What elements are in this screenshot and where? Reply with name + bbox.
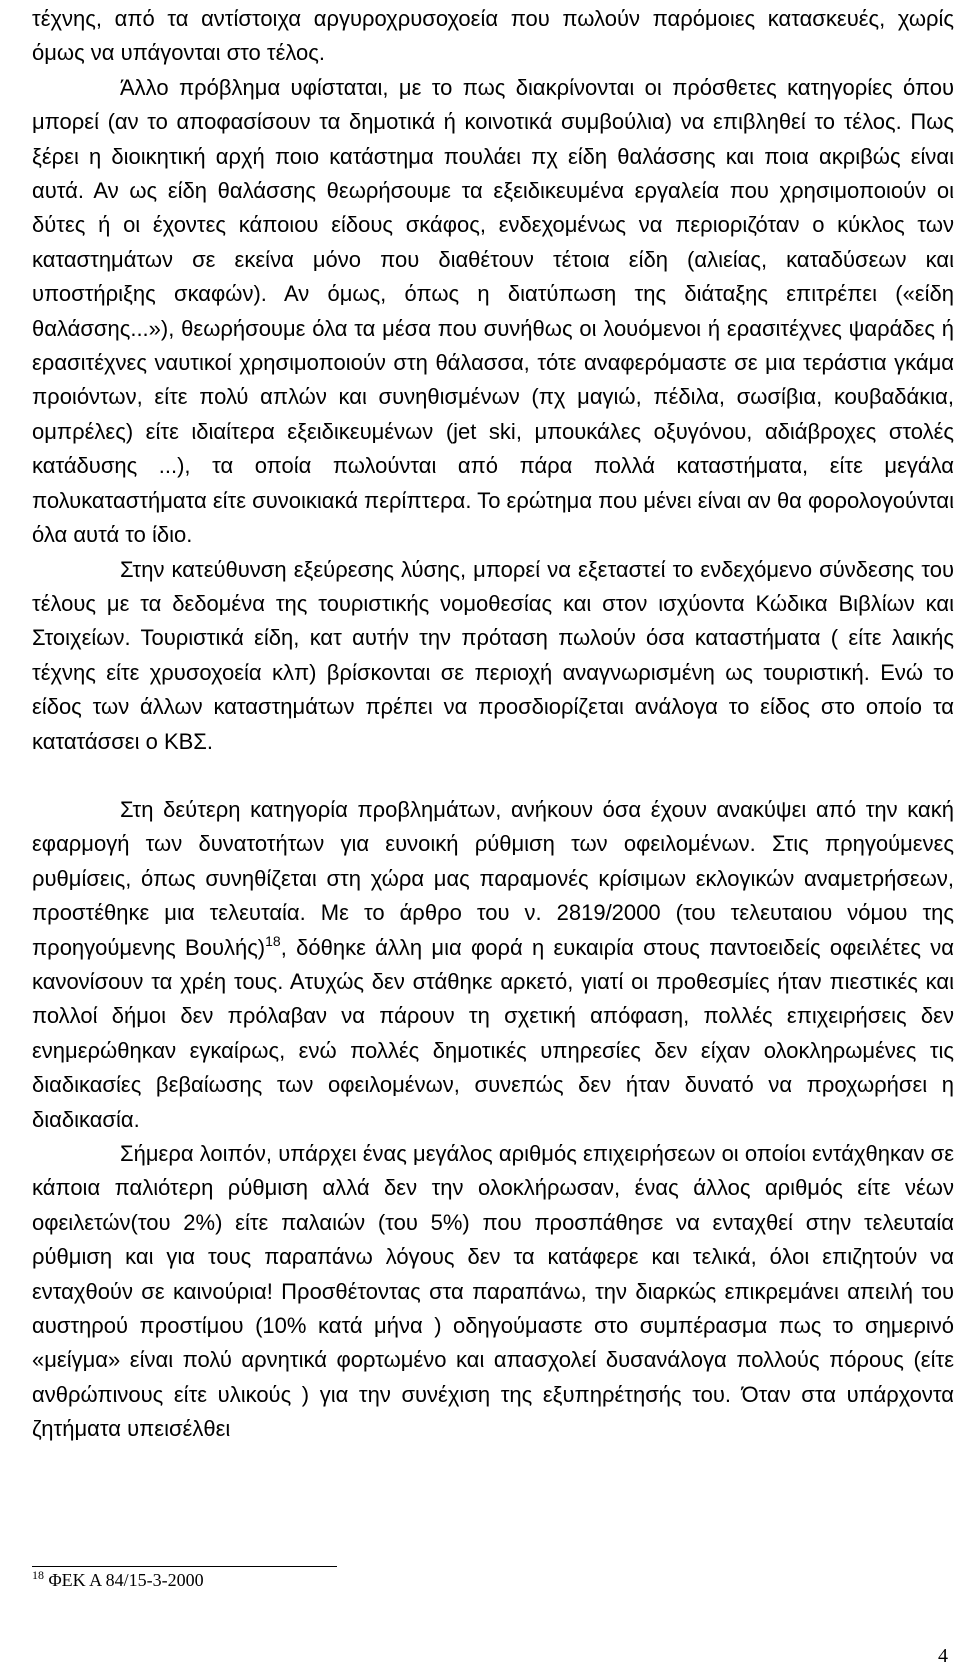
footnote-separator — [32, 1566, 337, 1567]
paragraph-4-text-a: Στη δεύτερη κατηγορία προβλημάτων, ανήκουν όσα έχουν ανακύψει από την κακή εφαρμογή των δυνατοτήτων για ευνοική ρύθμιση των οφειλομένων. Στις πρηγούμενες ρυθμίσεις, όπως συνηθίζεται στη χώρα μας παραμονές κρίσιμων εκλογικών αναμετρήσεων, προστέθηκε μια τελευταία. Με το άρθρο του ν. 2819/2000 (του τελευταιου νόμου της προηγούμενης Βουλής) — [32, 796, 954, 960]
paragraph-4-text-b: , δόθηκε άλλη μια φορά η ευκαιρία στους παντοειδείς οφειλέτες να κανονίσουν τα χρέη τους. Ατυχώς δεν στάθηκε αρκετό, γιατί οι προθεσμίες ήταν πιεστικές και πολλοί δήμοι δεν πρόλαβαν να πάρουν τη σχετική απόφαση, πολλές επιχειρήσεις δεν ενημερώθηκαν εγκαίρως, ενώ πολλές δημοτικές υπηρεσίες δεν είχαν ολοκληρωμένες τις διαδικασίες βεβαίωσης των οφειλομένων, συνεπώς δεν ήταν δυνατό να προχωρήσει η διαδικασία. — [32, 934, 954, 1132]
footnote-text: ΦΕΚ Α 84/15-3-2000 — [48, 1570, 204, 1590]
body-text — [32, 2, 954, 1447]
paragraph-4 — [32, 793, 954, 1137]
paragraph-5: Σήμερα λοιπόν, υπάρχει ένας μεγάλος αριθμός επιχειρήσεων οι οποίοι εντάχθηκαν σε κάποια παλιότερη ρύθμιση αλλά δεν την ολοκλήρωσαν, ένας άλλος αριθμός είτε νέων οφειλετών(του 2%) είτε παλαιών (του 5%) που προσπάθησε να ενταχθεί στην τελευταία ρύθμιση και για τους παραπάνω λόγους δεν τα κατάφερε και τελικά, όλοι επιζητούν να ενταχθούν σε καινούρια! Προσθέτοντας στα παραπάνω, την διαρκώς επικρεμάνει απειλή του αυστηρού προστίμου (10% κατά μήνα ) οδηγούμαστε στο συμπέρασμα πως το σημερινό «μείγμα» είναι πολύ αρνητικά φορτωμένο και απασχολεί δυσανάλογα πολλούς πόρους (είτε ανθρώπινους είτε υλικούς ) για την συνέχιση της εξυπηρέτησής του. Όταν στα υπάρχοντα ζητήματα υπεισέλθει — [32, 1141, 954, 1442]
paragraph-1: τέχνης, από τα αντίστοιχα αργυροχρυσοχοεία που πωλούν παρόμοιες κατασκευές, χωρίς όμως να υπάγονται στο τέλος. — [32, 6, 954, 66]
footnote-reference: 18 — [265, 932, 281, 949]
paragraph-2: Άλλο πρόβλημα υφίσταται, με το πως διακρίνονται οι πρόσθετες κατηγορίες όπου μπορεί (αν το αποφασίσουν τα δημοτικά ή κοινοτικά συμβούλια) να επιβληθεί το τέλος. Πως ξέρει η διοικητική αρχή ποιο κατάστημα πουλάει πχ είδη θαλάσσης και ποια ακριβώς είναι αυτά. Αν ως είδη θαλάσσης θεωρήσουμε τα εξειδικευμένα εργαλεία που χρησιμοποιούν οι δύτες ή οι έχοντες κάποιου είδους σκάφος, ενδεχομένως να περιοριζόταν ο κύκλος των καταστημάτων σε εκείνα μόνο που διαθέτουν τέτοια είδη (αλιείας, καταδύσεων και υποστήριξης σκαφών). Αν όμως, όπως η διατύπωση της διάταξης επιτρέπει («είδη θαλάσσης...»), θεωρήσουμε όλα τα μέσα που συνήθως οι λουόμενοι ή ερασιτέχνες ψαράδες ή ερασιτέχνες ναυτικοί χρησιμοποιούν στη θάλασσα, τότε αναφερόμαστε σε μια τεράστια γκάμα προιόντων, είτε πολύ απλών και συνηθισμένων (πχ μαγιώ, πέδιλα, σωσίβια, κουβαδάκια, ομπρέλες) είτε ιδιαίτερα εξειδικευμένων (jet ski, μπουκάλες οξυγόνου, αδιάβροχες στολές κατάδυσης ...), τα οποία πωλούνται από πάρα πολλά καταστήματα, είτε μεγάλα πολυκαταστήματα είτε συνοικιακά περίπτερα. Το ερώτημα που μένει είναι αν θα φορολογούνται όλα αυτά το ίδιο. — [32, 74, 955, 548]
page-number: 4 — [938, 1645, 948, 1667]
footnote-number: 18 — [32, 1568, 44, 1582]
paragraph-3: Στην κατεύθυνση εξεύρεσης λύσης, μπορεί να εξεταστεί το ενδεχόμενο σύνδεσης του τέλους με τα δεδομένα της τουριστικής νομοθεσίας και στον ισχύοντα Κώδικα Βιβλίων και Στοιχείων. Τουριστικά είδη, κατ αυτήν την πρόταση πωλούν όσα καταστήματα ( είτε λαικής τέχνης είτε χρυσοχοεία κλπ) βρίσκονται σε περιοχή αναγνωρισμένη ως τουριστική. Ενώ το είδος των άλλων καταστημάτων πρέπει να προσδιορίζεται ανάλογα το είδος στο οποίο τα κατατάσσει ο ΚΒΣ. — [32, 556, 954, 754]
footnote — [32, 1569, 632, 1591]
